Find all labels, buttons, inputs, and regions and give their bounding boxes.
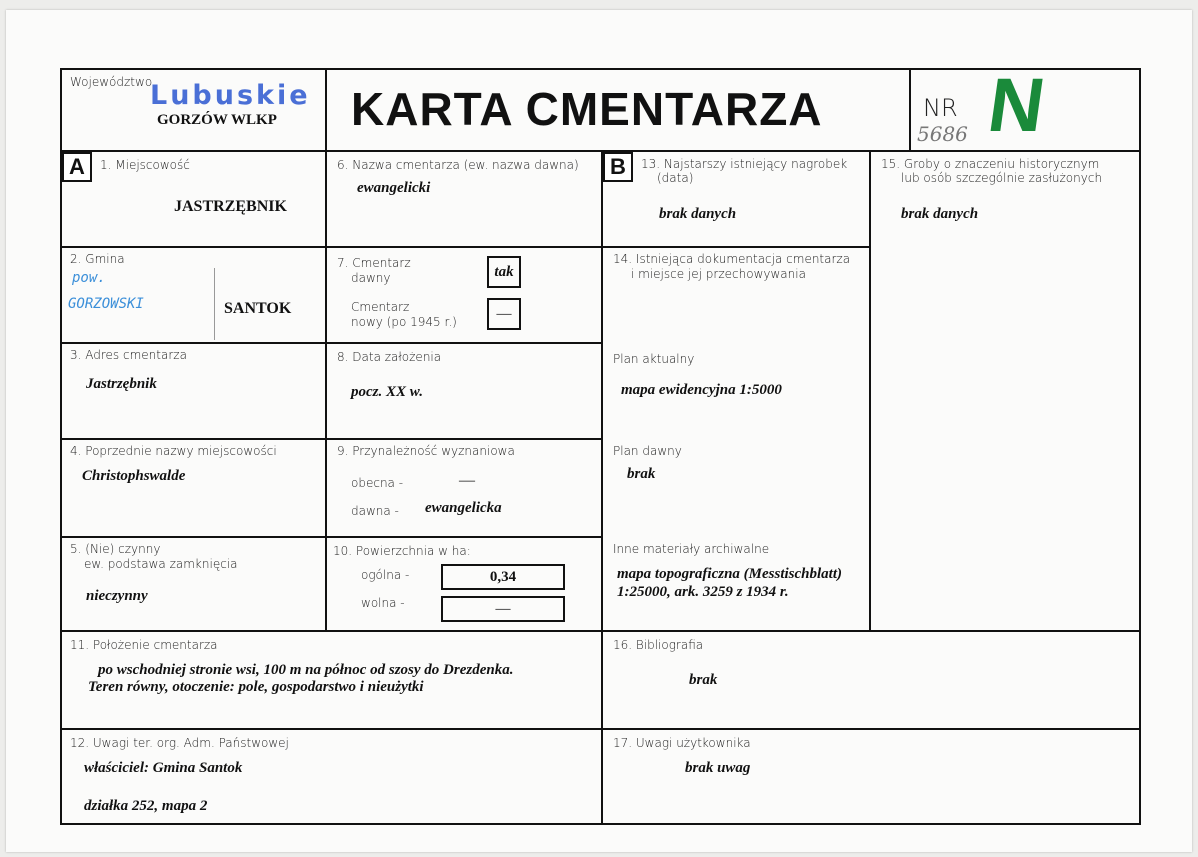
field-3-value: Jastrzębnik — [86, 376, 157, 392]
field-16-label: 16. Bibliografia — [613, 638, 704, 652]
inne-materialy-line-2: 1:25000, ark. 3259 z 1934 r. — [617, 584, 789, 600]
plan-dawny-label: Plan dawny — [613, 444, 682, 458]
paper-sheet — [6, 10, 1192, 852]
field-17-label: 17. Uwagi użytkownika — [613, 736, 751, 750]
field-9-dawna-label: dawna - — [351, 504, 399, 518]
nr-cell — [911, 63, 1139, 152]
field-4-label: 4. Poprzednie nazwy miejscowości — [70, 444, 277, 458]
field-13-label-1: 13. Najstarszy istniejący nagrobek — [641, 157, 848, 171]
field-17-cell — [603, 730, 1139, 825]
field-15-label-1: 15. Groby o znaczeniu historycznym — [881, 157, 1100, 171]
field-7-label-1: 7. Cmentarz — [337, 256, 411, 270]
field-2-divider — [214, 268, 215, 340]
field-6-value: ewangelicki — [357, 180, 431, 196]
field-16-cell — [603, 632, 1139, 730]
field-10-label: 10. Powierzchnia w ha: — [333, 544, 471, 558]
field-13-cell — [603, 152, 871, 248]
section-a-badge: A — [62, 152, 92, 182]
plan-aktualny-value: mapa ewidencyjna 1:5000 — [621, 382, 782, 398]
field-8-label: 8. Data założenia — [337, 350, 442, 364]
field-10-wolna-label: wolna - — [361, 596, 405, 610]
section-b-badge: B — [603, 152, 633, 182]
field-7-label-2: dawny — [351, 271, 391, 285]
field-12-line-1: właściciel: Gmina Santok — [84, 760, 243, 776]
nr-label: NR — [923, 94, 958, 122]
nr-value: 5686 — [917, 122, 968, 146]
field-1-value: JASTRZĘBNIK — [174, 198, 287, 215]
field-7-label-4: nowy (po 1945 r.) — [351, 315, 457, 329]
field-15-label-2: lub osób szczególnie zasłużonych — [901, 171, 1103, 185]
field-9-obecna-value: — — [459, 472, 475, 489]
field-1-label: 1. Miejscowość — [100, 158, 190, 172]
field-3-label: 3. Adres cmentarza — [70, 348, 187, 362]
plan-dawny-value: brak — [627, 466, 656, 482]
field-14-label-1: 14. Istniejąca dokumentacja cmentarza — [613, 252, 851, 266]
field-2-handwritten-2: GORZOWSKI — [68, 296, 144, 312]
field-17-value: brak uwag — [685, 760, 751, 776]
field-2-handwritten-1: pow. — [72, 270, 106, 286]
wojewodztwo-cell — [62, 70, 327, 152]
wojewodztwo-stamp: Lubuskie — [150, 80, 311, 111]
plan-aktualny-label: Plan aktualny — [613, 352, 695, 366]
inne-materialy-line-1: mapa topograficzna (Messtischblatt) — [617, 566, 843, 582]
field-5-value: nieczynny — [86, 588, 148, 604]
field-15-cell — [871, 152, 1139, 632]
field-1-cell — [62, 152, 327, 248]
field-10-ogolna-box: 0,34 — [441, 564, 565, 590]
field-11-line-1: po wschodniej stronie wsi, 100 m na północ od szosy do Drezdenka. — [98, 662, 514, 678]
field-7-label-3: Cmentarz — [351, 300, 410, 314]
field-13-value: brak danych — [659, 206, 737, 222]
field-12-cell — [62, 730, 603, 825]
field-4-cell — [62, 440, 327, 538]
field-11-cell — [62, 632, 603, 730]
field-14-label-2: i miejsce jej przechowywania — [631, 267, 806, 281]
field-12-label: 12. Uwagi ter. org. Adm. Państwowej — [70, 736, 289, 750]
field-5-label-1: 5. (Nie) czynny — [70, 542, 161, 556]
wojewodztwo-label: Województwo — [70, 75, 153, 89]
field-2-cell — [62, 248, 327, 344]
field-13-label-2: (data) — [657, 171, 694, 185]
field-4-value: Christophswalde — [82, 468, 186, 484]
field-10-ogolna-label: ogólna - — [361, 568, 410, 582]
wojewodztwo-sub: GORZÓW WLKP — [157, 112, 277, 128]
field-2-label: 2. Gmina — [70, 252, 125, 266]
field-15-value: brak danych — [901, 206, 979, 222]
cemetery-card-form — [60, 63, 1141, 825]
field-6-label: 6. Nazwa cmentarza (ew. nazwa dawna) — [337, 158, 579, 172]
field-12-line-2: działka 252, mapa 2 — [84, 798, 208, 814]
field-7-cell — [327, 248, 603, 344]
field-10-wolna-box: — — [441, 596, 565, 622]
field-6-cell — [327, 152, 603, 248]
nr-stamp-letter: N — [983, 63, 1050, 148]
field-9-obecna-label: obecna - — [351, 476, 404, 490]
field-9-label: 9. Przynależność wyznaniowa — [337, 444, 515, 458]
field-5-label-2: ew. podstawa zamknięcia — [84, 557, 238, 571]
field-7-nowy-box: — — [487, 298, 521, 330]
field-8-value: pocz. XX w. — [351, 384, 423, 400]
field-3-cell — [62, 344, 327, 440]
field-10-cell — [327, 538, 603, 632]
field-7-dawny-box: tak — [487, 256, 521, 288]
field-14-cell — [603, 248, 871, 632]
field-16-value: brak — [689, 672, 718, 688]
field-8-cell — [327, 344, 603, 440]
field-9-cell — [327, 440, 603, 538]
field-9-dawna-value: ewangelicka — [425, 500, 502, 516]
title-cell — [327, 70, 911, 152]
field-5-cell — [62, 538, 327, 632]
field-11-line-2: Teren równy, otoczenie: pole, gospodarstwo i nieużytki — [88, 679, 424, 695]
field-11-label: 11. Położenie cmentarza — [70, 638, 218, 652]
page-title: KARTA CMENTARZA — [351, 83, 823, 135]
inne-materialy-label: Inne materiały archiwalne — [613, 542, 770, 556]
field-2-value: SANTOK — [224, 300, 292, 317]
